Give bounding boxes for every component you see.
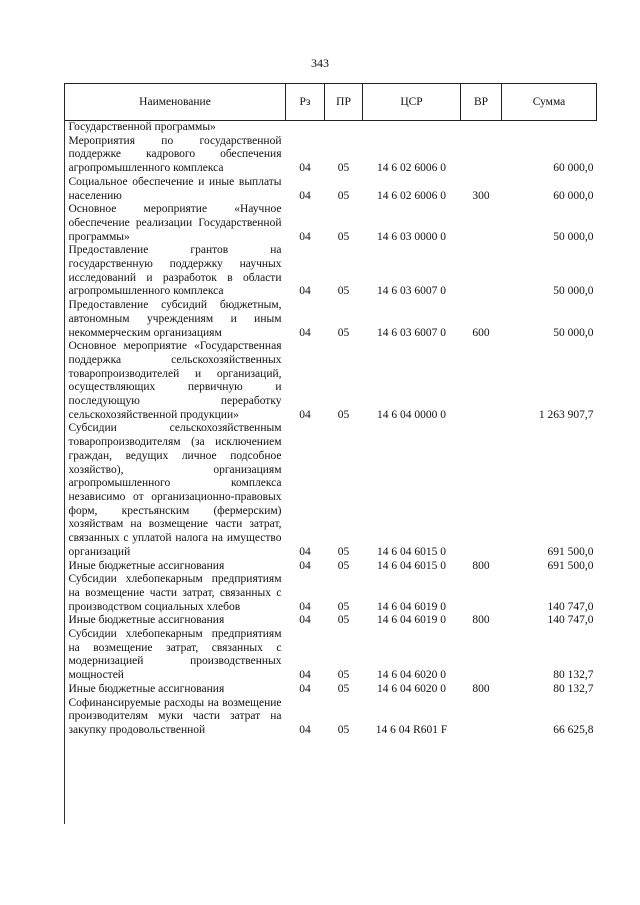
row-pr-cell: 05 (337, 600, 350, 613)
table-row (65, 121, 597, 135)
row-rz-cell: 04 (299, 559, 311, 572)
row-sum-cell: 80 132,7 (553, 669, 594, 682)
row-csr-cell: 14 6 04 6019 0 (377, 614, 446, 627)
row-name-cell: Иные бюджетные ассигнования (68, 559, 225, 572)
header-vr: ВР (461, 84, 502, 121)
row-rz-cell: 04 (299, 545, 311, 558)
row-sum-cell: 80 132,7 (553, 682, 594, 695)
row-vr-cell (461, 244, 502, 299)
row-pr-cell: 05 (337, 614, 350, 627)
row-sum-cell: 50 000,0 (553, 230, 594, 243)
row-vr-cell: 800 (472, 559, 490, 572)
row-sum-cell: 140 747,0 (547, 614, 594, 627)
row-name-cell: Предоставление субсидий бюджетным, автономным учреждениям и иным некоммерческим организациям (68, 299, 282, 339)
row-rz-cell: 04 (299, 614, 311, 627)
row-vr-cell: 800 (472, 682, 490, 695)
row-pr-cell: 05 (337, 669, 350, 682)
row-sum-cell: 66 625,8 (553, 723, 594, 736)
row-sum-cell: 140 747,0 (547, 600, 594, 613)
table-row (65, 299, 597, 340)
table-row (65, 340, 597, 422)
row-rz-cell: 04 (299, 408, 311, 421)
row-csr-cell: 14 6 04 6019 0 (377, 600, 446, 613)
header-sum: Сумма (502, 84, 597, 121)
row-name-cell: Субсидии хлебопекарным предприятиям на возмещение части затрат, связанных с производством социальных хлебов (68, 573, 282, 613)
row-csr-cell: 14 6 04 6015 0 (377, 545, 446, 558)
row-csr-cell: 14 6 03 6007 0 (377, 326, 446, 339)
row-rz-cell: 04 (299, 326, 311, 339)
row-csr-cell: 14 6 03 0000 0 (377, 230, 446, 243)
row-name-cell: Иные бюджетные ассигнования (68, 614, 225, 627)
table-row (65, 697, 597, 738)
row-name-cell: Социальное обеспечение и иные выплаты населению (68, 175, 282, 202)
table-row (65, 628, 597, 683)
budget-table (64, 83, 597, 738)
header-name: Наименование (65, 84, 286, 121)
page-number: 343 (311, 56, 329, 70)
row-name-cell: Софинансируемые расходы на возмещение производителям муки части затрат на закупку продовольственной (68, 696, 282, 736)
table-row (65, 244, 597, 299)
table-row (65, 683, 597, 697)
row-name-cell: Основное мероприятие «Научное обеспечение реализации Государственной программы» (68, 203, 282, 243)
row-csr-cell: 14 6 04 6015 0 (377, 559, 446, 572)
row-name-cell: Государственной программы» (68, 121, 216, 133)
row-rz-cell (286, 121, 325, 135)
row-rz-cell: 04 (299, 189, 311, 202)
table-row (65, 560, 597, 574)
row-sum-cell (502, 121, 597, 135)
row-name-cell: Мероприятия по государственной поддержке кадрового обеспечения агропромышленного комплекса (68, 134, 282, 175)
row-vr-cell (461, 628, 502, 683)
table-row (65, 203, 597, 244)
row-pr-cell: 05 (337, 682, 350, 695)
row-vr-cell (461, 135, 502, 176)
row-rz-cell: 04 (299, 669, 311, 682)
row-pr-cell: 05 (337, 162, 350, 175)
row-sum-cell: 60 000,0 (553, 189, 594, 202)
row-rz-cell: 04 (299, 600, 311, 613)
row-vr-cell: 300 (472, 189, 490, 202)
row-sum-cell: 691 500,0 (547, 545, 594, 558)
row-pr-cell (325, 121, 363, 135)
header-csr: ЦСР (363, 84, 461, 121)
row-csr-cell: 14 6 04 R601 F (375, 723, 448, 736)
row-pr-cell: 05 (337, 545, 350, 558)
row-rz-cell: 04 (299, 162, 311, 175)
row-vr-cell (461, 121, 502, 135)
row-rz-cell: 04 (299, 682, 311, 695)
row-vr-cell (461, 340, 502, 422)
row-vr-cell: 800 (472, 614, 490, 627)
header-pr: ПР (325, 84, 363, 121)
row-name-cell: Предоставление грантов на государственную поддержку научных исследований и разработок в области агропромышленного комплекса (68, 244, 282, 298)
row-rz-cell: 04 (299, 723, 311, 736)
row-csr-cell: 14 6 04 6020 0 (377, 682, 446, 695)
row-csr-cell: 14 6 02 6006 0 (377, 162, 446, 175)
row-pr-cell: 05 (337, 408, 350, 421)
row-name-cell: Субсидии сельскохозяйственным товаропроизводителям (за исключением граждан, ведущих личное подсобное хозяйство), организациям агропромышленного комплекса независимо от организационно-правовых форм, крестьянским (фермерским) хозяйствам на возмещение части затрат, связанных с уплатой налога на имущество организаций (68, 422, 282, 558)
row-sum-cell: 50 000,0 (553, 285, 594, 298)
row-vr-cell (461, 573, 502, 614)
row-csr-cell (363, 121, 461, 135)
table-row (65, 614, 597, 628)
row-csr-cell: 14 6 04 6020 0 (377, 669, 446, 682)
row-pr-cell: 05 (337, 723, 350, 736)
table-row (65, 135, 597, 176)
row-vr-cell (461, 697, 502, 738)
table-body (65, 121, 597, 738)
header-rz: Рз (286, 84, 325, 121)
row-csr-cell: 14 6 02 6006 0 (377, 189, 446, 202)
row-name-cell: Субсидии хлебопекарным предприятиям на возмещение затрат, связанных с модернизацией производственных мощностей (68, 628, 282, 682)
row-name-cell: Иные бюджетные ассигнования (68, 682, 225, 695)
table-row (65, 422, 597, 559)
row-vr-cell (461, 422, 502, 559)
table-row (65, 573, 597, 614)
row-name-cell: Основное мероприятие «Государственная поддержка сельскохозяйственных товаропроизводителей и организаций, осуществляющих первичную и последующую переработку сельскохозяйственной продукции» (68, 340, 282, 421)
row-sum-cell: 1 263 907,7 (538, 408, 594, 421)
row-pr-cell: 05 (337, 559, 350, 572)
row-vr-cell: 600 (472, 326, 490, 339)
table-row (65, 176, 597, 203)
row-rz-cell: 04 (299, 285, 311, 298)
row-vr-cell (461, 203, 502, 244)
row-pr-cell: 05 (337, 326, 350, 339)
row-pr-cell: 05 (337, 189, 350, 202)
row-csr-cell: 14 6 04 0000 0 (377, 408, 446, 421)
row-csr-cell: 14 6 03 6007 0 (377, 285, 446, 298)
table-header-row (65, 84, 597, 121)
row-rz-cell: 04 (299, 230, 311, 243)
row-pr-cell: 05 (337, 285, 350, 298)
row-pr-cell: 05 (337, 230, 350, 243)
row-sum-cell: 691 500,0 (547, 559, 594, 572)
table-left-border (64, 119, 65, 824)
row-sum-cell: 60 000,0 (553, 162, 594, 175)
row-sum-cell: 50 000,0 (553, 326, 594, 339)
